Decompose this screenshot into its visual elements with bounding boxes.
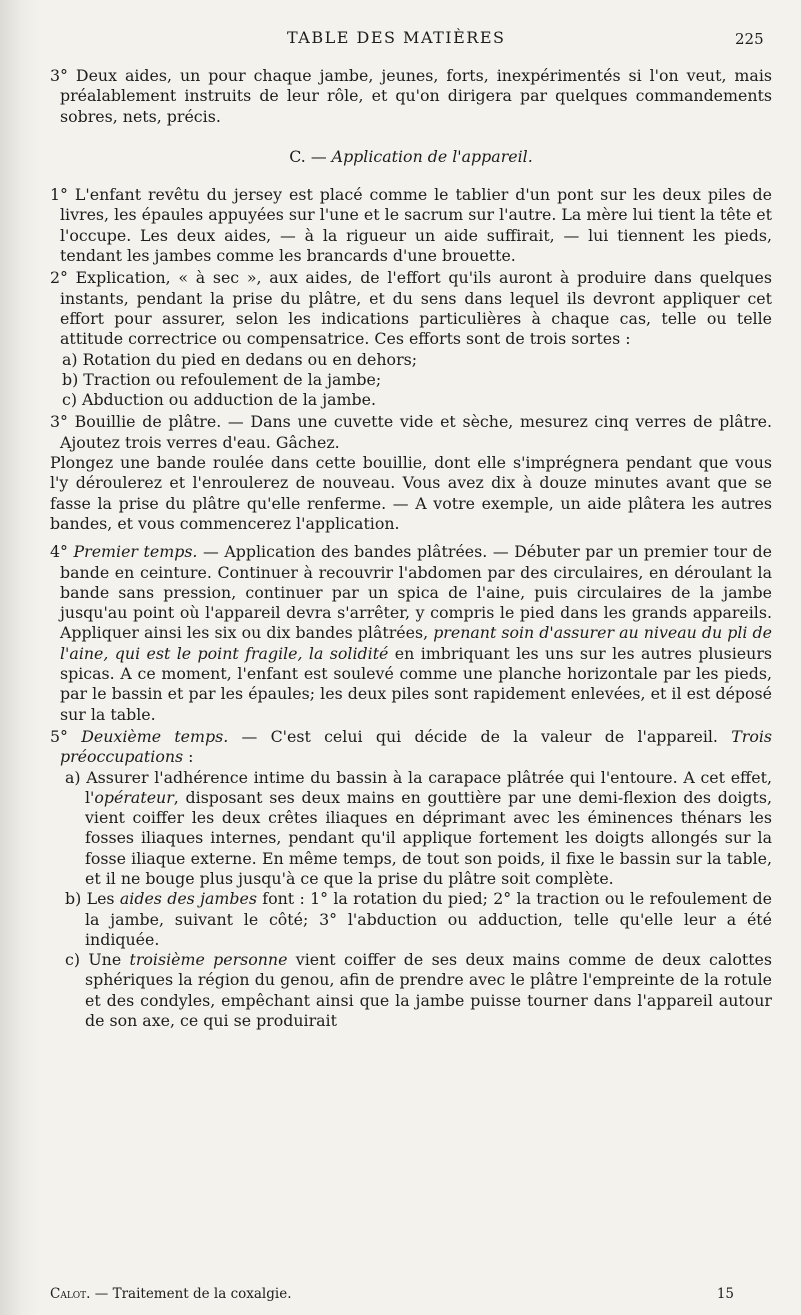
- paragraph-4: [50, 542, 772, 725]
- paragraph-4-text-2: en imbriquant les uns sur les autres plusieurs spicas. A ce moment, l'enfant est soulevé comme une planche horizontale par les pieds, par le bassin et par les épaules; les deux piles sont rapidement enlevées, et il est déposé sur la table.: [60, 643, 772, 724]
- page-number: 225: [735, 30, 764, 48]
- footer-author: Calot.: [50, 1286, 91, 1302]
- item-b-emphasis: aides des jambes: [119, 889, 257, 909]
- running-title: TABLE DES MATIÈRES: [287, 28, 506, 47]
- paragraph-2: 2° Explication, « à sec », aux aides, de l'effort qu'ils auront à produire dans quelques instants, pendant la prise du plâtre, et du sens dans lequel ils devront appliquer cet effort pour assurer, selon les indications particulières à chaque cas, telle ou telle attitude correctrice ou compensatrice. Ces efforts sont de trois sortes :: [50, 268, 772, 349]
- list-item-b: b) Traction ou refoulement de la jambe;: [62, 369, 382, 389]
- item-c-emphasis: troisième personne: [129, 950, 288, 970]
- list-item-c: c) Abduction ou adduction de la jambe.: [62, 390, 377, 410]
- paragraph-5-item-b: [50, 889, 772, 950]
- signature-mark: 15: [716, 1286, 734, 1302]
- paragraph-5-subtitle: Trois préoccupations: [60, 726, 772, 767]
- item-c-text-2: vient coiffer de ses deux mains comme de deux calottes sphériques la région du genou, afin de prendre avec le plâtre l'empreinte de la rotule et des condyles, empêchant ainsi que la jambe puisse tourner dans l'appareil autour de son axe, ce qui se produirait: [85, 950, 772, 1031]
- item-a-emphasis: opérateur: [94, 787, 174, 807]
- item-b-text-2: font : 1° la rotation du pied; 2° la traction ou le refoulement de la jambe, suivant le côté; 3° l'abduction ou adduction, telle qu'elle leur a été indiquée.: [85, 889, 772, 949]
- item-c-text-1: c) Une: [65, 950, 130, 970]
- paragraph-1: 1° L'enfant revêtu du jersey est placé comme le tablier d'un pont sur les deux piles de livres, les épaules appuyées sur l'une et le sacrum sur l'autre. La mère lui tient la tête et l'occupe. Les deux aides, — à la rigueur un aide suffirait, — lui tiennent les pieds, tendant les jambes comme les brancards d'une brouette.: [50, 185, 772, 266]
- paragraph-5-colon: :: [183, 747, 194, 767]
- section-heading: [50, 147, 772, 167]
- page-body: [50, 66, 772, 1031]
- page-header: [0, 28, 801, 52]
- paragraph-5-title: Deuxième temps.: [81, 726, 229, 746]
- item-a-text-1: a) Assurer l'adhérence intime du bassin à la carapace plâtrée qui l'entoure. A cet effet, l': [65, 767, 772, 807]
- list-item-a: a) Rotation du pied en dedans ou en dehors;: [62, 349, 418, 369]
- paragraph-5: [50, 727, 772, 768]
- paragraph-4-emphasis: prenant soin d'assurer au niveau du pli de l'aine, qui est le point fragile, la solidité: [60, 623, 772, 663]
- paragraph-5-number: 5°: [50, 726, 82, 746]
- paragraph-5-item-a: [50, 768, 772, 890]
- paragraph-4-title: Premier temps.: [73, 542, 198, 562]
- paragraph-5-text: — C'est celui qui décide de la valeur de l'appareil.: [228, 726, 732, 746]
- item-b-text-1: b) Les: [65, 889, 120, 909]
- footer-work: — Traitement de la coxalgie.: [90, 1286, 292, 1302]
- paragraph-4-text-1: — Application des bandes plâtrées. — Débuter par un premier tour de bande en ceinture. Continuer à recouvrir l'abdomen par des circulaires, en déroulant la bande sans pression, continuer par un spica de l'aine, puis circulaires de la jambe jusqu'au point où l'appareil devra s'arrêter, y compris le pied dans les grands appareils. Appliquer ainsi les six ou dix bandes plâtrées,: [60, 542, 772, 643]
- paragraph-4-number: 4°: [50, 542, 74, 562]
- item-a-text-2: , disposant ses deux mains en gouttière par une demi-flexion des doigts, vient coiffer les deux crêtes iliaques en déprimant avec les éminences thénars les fosses iliaques internes, pendant qu'il applique fortement les doigts allongés sur la fosse iliaque externe. En même temps, de tout son poids, il fixe le bassin sur la table, et il ne bouge plus jusqu'à ce que la prise du plâtre soit complète.: [85, 787, 772, 888]
- paragraph-3-continued: Plongez une bande roulée dans cette bouillie, dont elle s'imprégnera pendant que vous l'y déroulerez et l'enroulerez de nouveau. Vous avez dix à douze minutes avant que se fasse la prise du plâtre qu'elle renferme. — A votre exemple, un aide plâtera les autres bandes, et vous commencerez l'application.: [50, 453, 772, 533]
- page-footer: [50, 1286, 772, 1306]
- paragraph-3: 3° Bouillie de plâtre. — Dans une cuvette vide et sèche, mesurez cinq verres de plâtre. Ajoutez trois verres d'eau. Gâchez.: [50, 412, 772, 452]
- section-prefix: C. —: [289, 146, 332, 166]
- section-title: Application de l'appareil.: [331, 146, 533, 166]
- paragraph-3-intro: 3° Deux aides, un pour chaque jambe, jeunes, forts, inexpérimentés si l'on veut, mais préalablement instruits de leur rôle, et qu'on dirigera par quelques commandements sobres, nets, précis.: [50, 66, 772, 126]
- paragraph-5-item-c: [50, 950, 772, 1031]
